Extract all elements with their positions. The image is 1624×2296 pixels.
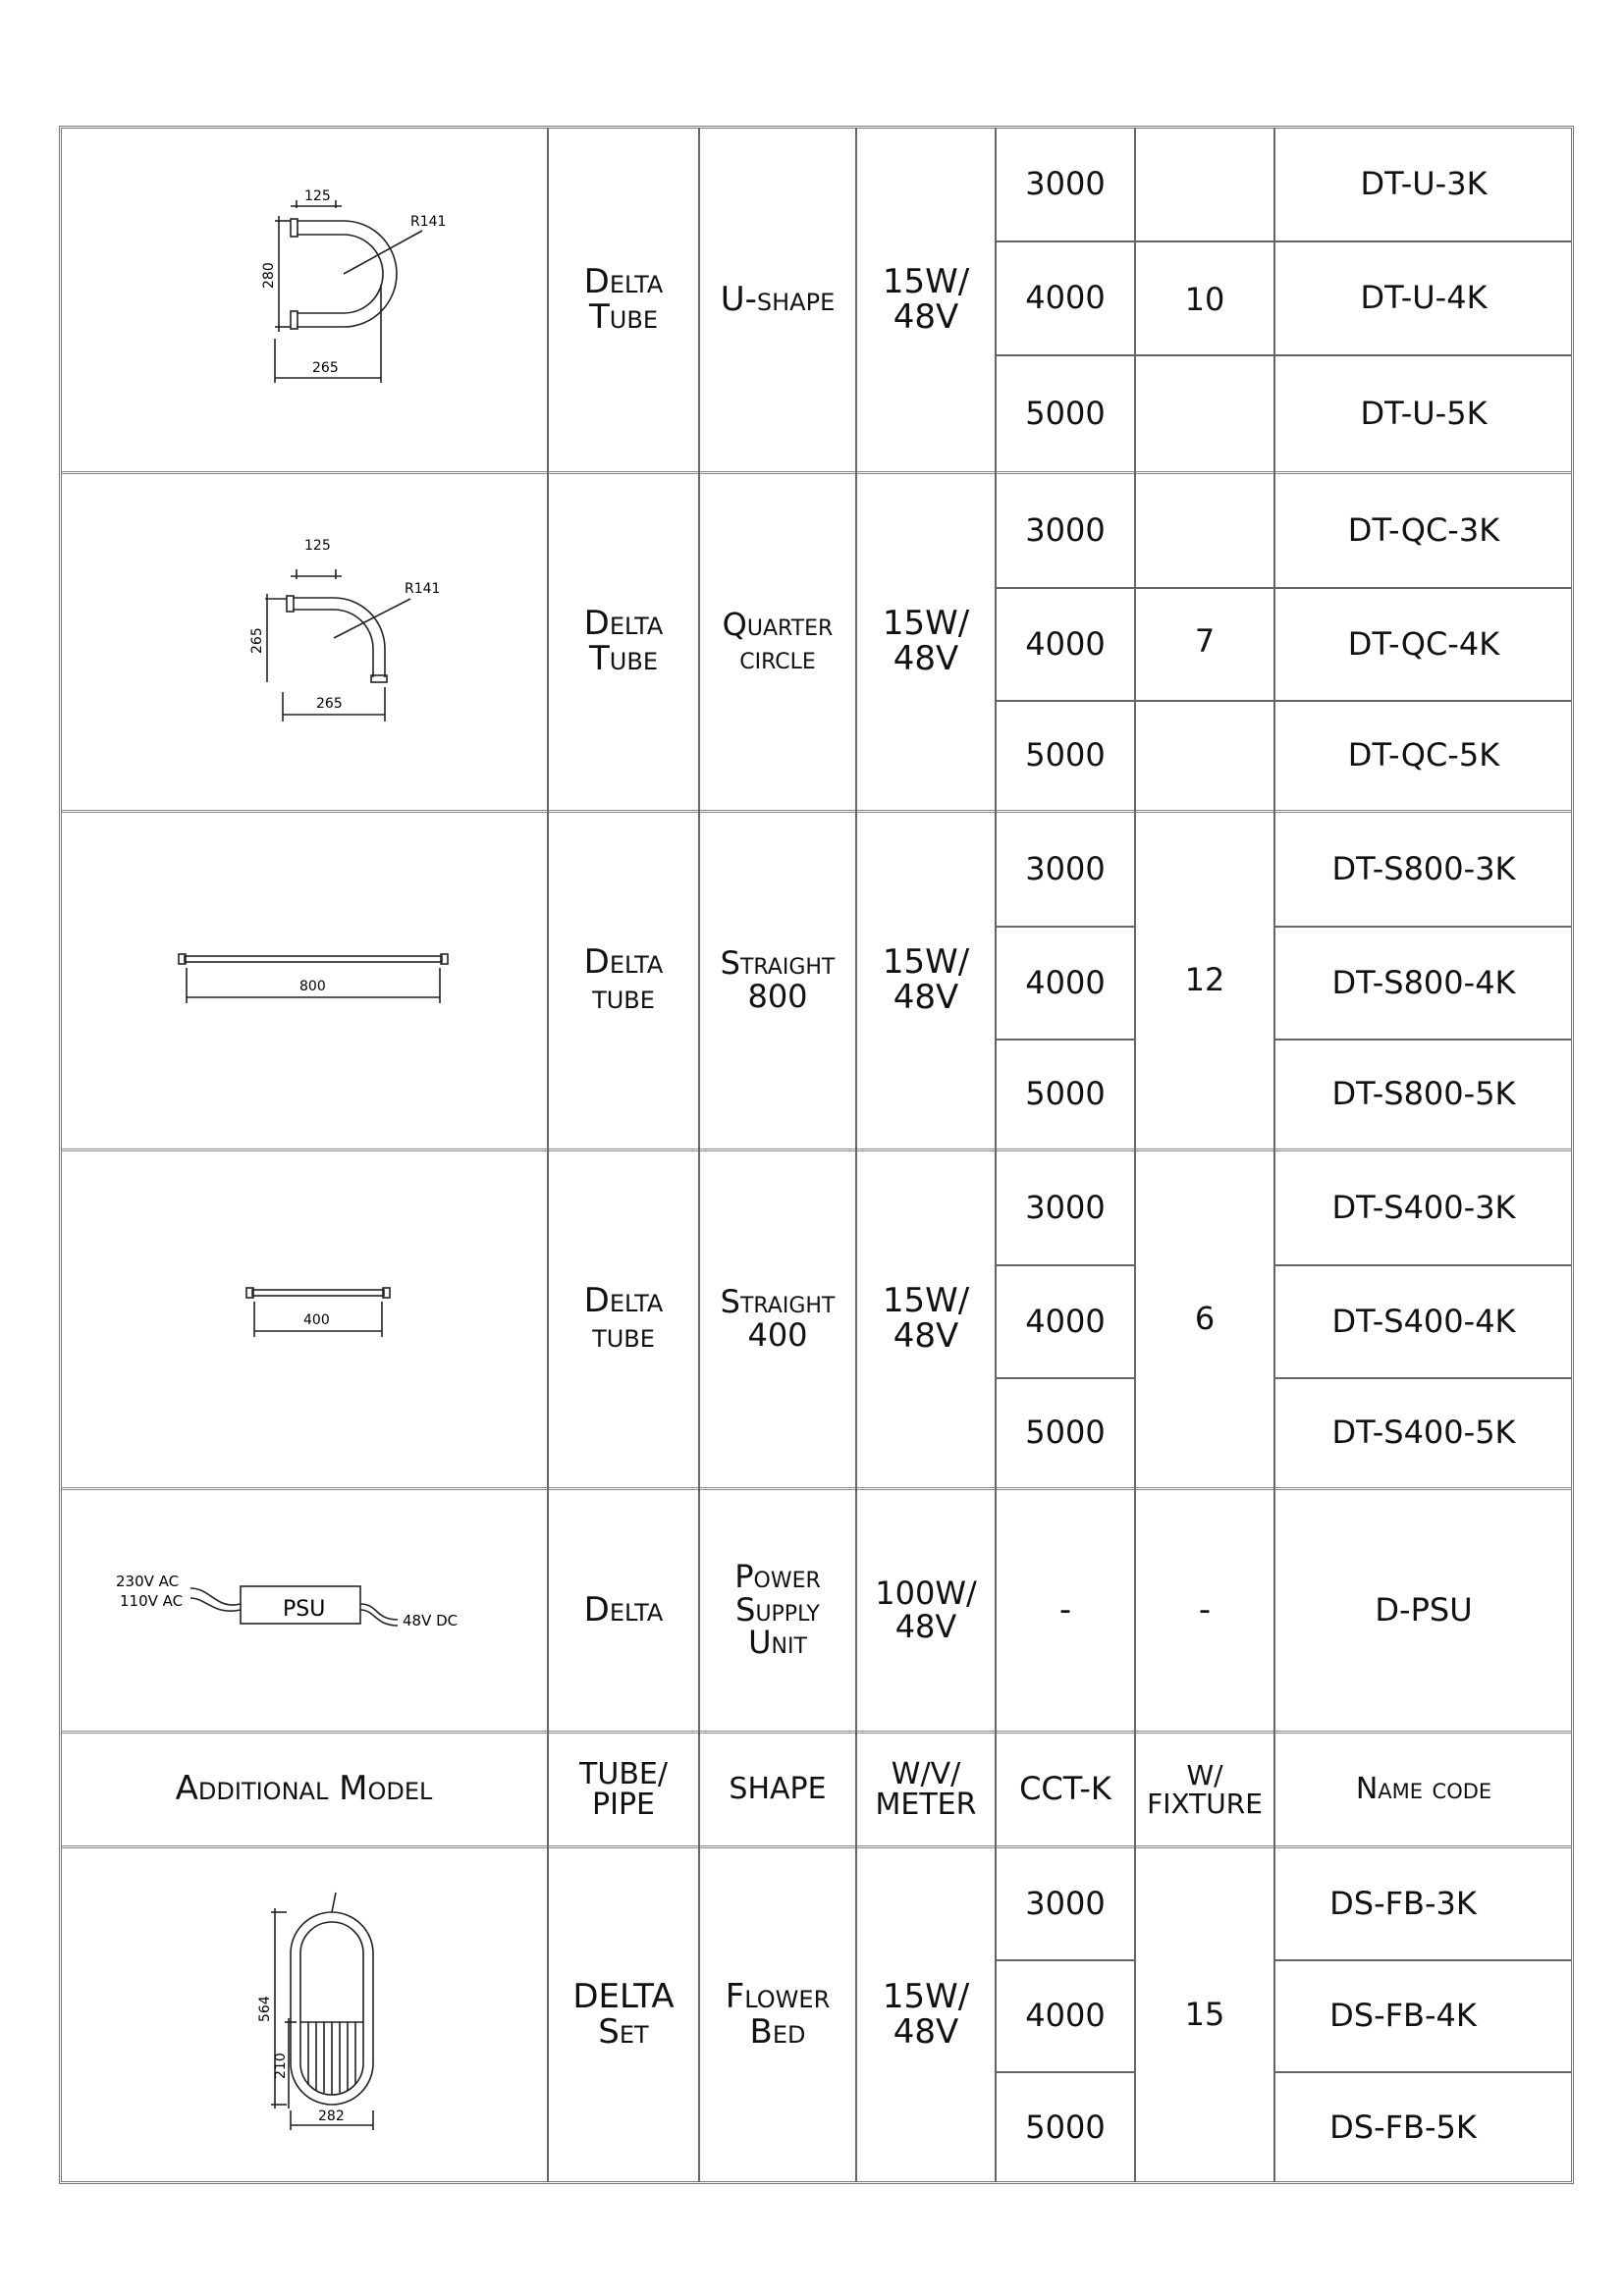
- cct-value: 5000: [1025, 2108, 1106, 2146]
- power-line: 48V: [893, 978, 959, 1017]
- name-code: DT-QC-5K: [1347, 736, 1500, 774]
- name-code: DS-FB-4K: [1329, 1997, 1477, 2035]
- cct-value: 3000: [1025, 1884, 1106, 1922]
- power-line: 15W/: [882, 261, 970, 301]
- name-code: DS-FB-3K: [1329, 1884, 1477, 1922]
- power-line: 100W/: [875, 1574, 977, 1612]
- cct-value: 4000: [1025, 1997, 1106, 2035]
- cct-value: 3000: [1025, 849, 1106, 887]
- brand-cell: [549, 1848, 698, 2182]
- name-code: DT-S400-5K: [1331, 1414, 1516, 1452]
- heading-line: W/V/: [891, 1756, 961, 1791]
- brand-line: tube: [592, 978, 655, 1017]
- straight-400-drawing: [241, 1276, 398, 1345]
- fixture-value: 15: [1184, 1996, 1225, 2034]
- name-code: DT-S800-4K: [1331, 963, 1516, 1001]
- cct-value: 4000: [1025, 1302, 1106, 1340]
- power-cell: [857, 1151, 995, 1487]
- dim-w-label: 265: [312, 360, 339, 376]
- power-line: 48V: [893, 639, 959, 678]
- dim-a-label: 125: [304, 188, 331, 204]
- brand-line: Delta: [583, 1281, 664, 1321]
- heading-line: FIXTURE: [1147, 1788, 1263, 1820]
- fixture-value: 12: [1184, 961, 1225, 999]
- dim-w-label: 265: [316, 696, 343, 712]
- additional-model-heading: Additional Model: [175, 1769, 433, 1809]
- dim-hb-label: 210: [273, 2053, 289, 2079]
- dim-r-label: R141: [405, 581, 441, 597]
- shape-line: circle: [739, 639, 816, 676]
- brand-line: Delta: [583, 942, 664, 983]
- cct-value: 5000: [1025, 1414, 1106, 1452]
- psu-input-label: 230V AC: [116, 1573, 180, 1590]
- brand-line: Tube: [589, 296, 658, 337]
- straight-800-drawing: [167, 942, 461, 1011]
- dim-w-label: 282: [318, 2109, 345, 2124]
- dim-h-label: 280: [261, 262, 277, 289]
- name-code: DT-S800-5K: [1331, 1075, 1516, 1113]
- brand-cell: Delta: [583, 1589, 664, 1629]
- brand-line: Delta: [583, 604, 664, 644]
- power-line: 15W/: [882, 942, 970, 983]
- fixture-value: 10: [1184, 280, 1225, 318]
- name-code: DT-S400-4K: [1331, 1302, 1516, 1340]
- brand-cell: [549, 129, 698, 471]
- name-code: DT-U-5K: [1360, 394, 1488, 432]
- shape-line: Supply: [735, 1590, 820, 1629]
- power-cell: [857, 813, 995, 1148]
- name-code: DT-QC-3K: [1347, 510, 1500, 549]
- brand-cell: [549, 474, 698, 810]
- shape-line: U-shape: [720, 279, 836, 319]
- heading-line: TUBE/: [579, 1756, 668, 1791]
- brand-cell: [549, 813, 698, 1148]
- psu-output-label: 48V DC: [403, 1612, 459, 1629]
- psu-drawing: [108, 1561, 520, 1649]
- power-line: 48V: [893, 2012, 959, 2052]
- heading-line: METER: [875, 1788, 977, 1822]
- cct-value: 4000: [1025, 963, 1106, 1001]
- fixture-value: 7: [1194, 622, 1216, 661]
- cct-value: 4000: [1025, 279, 1106, 317]
- dim-w-label: 800: [299, 979, 326, 994]
- shape-cell: [700, 474, 855, 810]
- shape-cell: [700, 129, 855, 471]
- psu-box-label: PSU: [283, 1597, 326, 1622]
- heading-line: PIPE: [592, 1788, 655, 1822]
- power-line: 15W/: [882, 604, 970, 644]
- psu-input-label: 110V AC: [120, 1592, 184, 1610]
- cct-value: 3000: [1025, 165, 1106, 203]
- name-code: DT-U-3K: [1360, 165, 1488, 203]
- brand-line: Set: [598, 2012, 649, 2052]
- cct-value: 5000: [1025, 1075, 1106, 1113]
- dim-a-label: 125: [304, 538, 331, 554]
- dim-h-label: 564: [257, 1996, 273, 2022]
- name-code: DT-S400-3K: [1331, 1188, 1516, 1226]
- power-line: 48V: [893, 1316, 959, 1356]
- cct-value: -: [1058, 1589, 1072, 1629]
- tube-pipe-heading: [549, 1734, 698, 1845]
- brand-line: tube: [592, 1316, 655, 1356]
- brand-cell: [549, 1151, 698, 1487]
- shape-line: Flower: [725, 1977, 831, 2017]
- name-code: DT-QC-4K: [1347, 624, 1500, 663]
- wvm-heading: [857, 1734, 995, 1845]
- cct-value: 5000: [1025, 736, 1106, 774]
- power-line: 15W/: [882, 1281, 970, 1321]
- u-shape-drawing: [236, 187, 481, 402]
- brand-line: DELTA: [572, 1977, 675, 2017]
- power-cell: [857, 1848, 995, 2182]
- quarter-circle-drawing: [236, 530, 481, 726]
- name-code: DS-FB-5K: [1329, 2108, 1477, 2146]
- dim-h-label: 265: [249, 627, 265, 654]
- shape-line: Quarter: [722, 606, 834, 644]
- shape-line: Straight: [720, 944, 836, 983]
- shape-line: 800: [747, 978, 808, 1015]
- name-code-heading: Name code: [1355, 1772, 1492, 1807]
- shape-cell: [700, 1490, 855, 1731]
- fixture-heading: [1136, 1734, 1273, 1845]
- power-cell: [857, 129, 995, 471]
- power-cell: [857, 1490, 995, 1731]
- fixture-value: 6: [1194, 1300, 1216, 1338]
- fixture-value: -: [1198, 1589, 1212, 1629]
- shape-cell: [700, 813, 855, 1148]
- shape-line: Power: [734, 1558, 821, 1596]
- flower-bed-drawing: [226, 1885, 422, 2140]
- dim-r-label: R141: [410, 214, 447, 230]
- shape-heading: SHAPE: [729, 1772, 827, 1807]
- dim-w-label: 400: [303, 1312, 330, 1328]
- cct-value: 3000: [1025, 1188, 1106, 1226]
- name-code: D-PSU: [1375, 1590, 1473, 1629]
- brand-line: Delta: [583, 261, 664, 301]
- cct-heading: CCT-K: [1019, 1770, 1111, 1808]
- shape-cell: [700, 1848, 855, 2182]
- shape-line: Straight: [720, 1283, 836, 1321]
- shape-line: Bed: [749, 2012, 806, 2052]
- power-line: 15W/: [882, 1977, 970, 2017]
- cct-value: 5000: [1025, 394, 1106, 432]
- brand-line: Tube: [589, 639, 658, 678]
- heading-line: W/: [1186, 1758, 1223, 1791]
- power-line: 48V: [894, 1607, 957, 1645]
- name-code: DT-U-4K: [1360, 279, 1488, 317]
- shape-line: 400: [747, 1316, 808, 1354]
- name-code: DT-S800-3K: [1331, 849, 1516, 887]
- cct-value: 4000: [1025, 624, 1106, 663]
- cct-value: 3000: [1025, 510, 1106, 549]
- shape-line: Unit: [748, 1624, 807, 1662]
- power-cell: [857, 474, 995, 810]
- power-line: 48V: [893, 296, 959, 337]
- shape-cell: [700, 1151, 855, 1487]
